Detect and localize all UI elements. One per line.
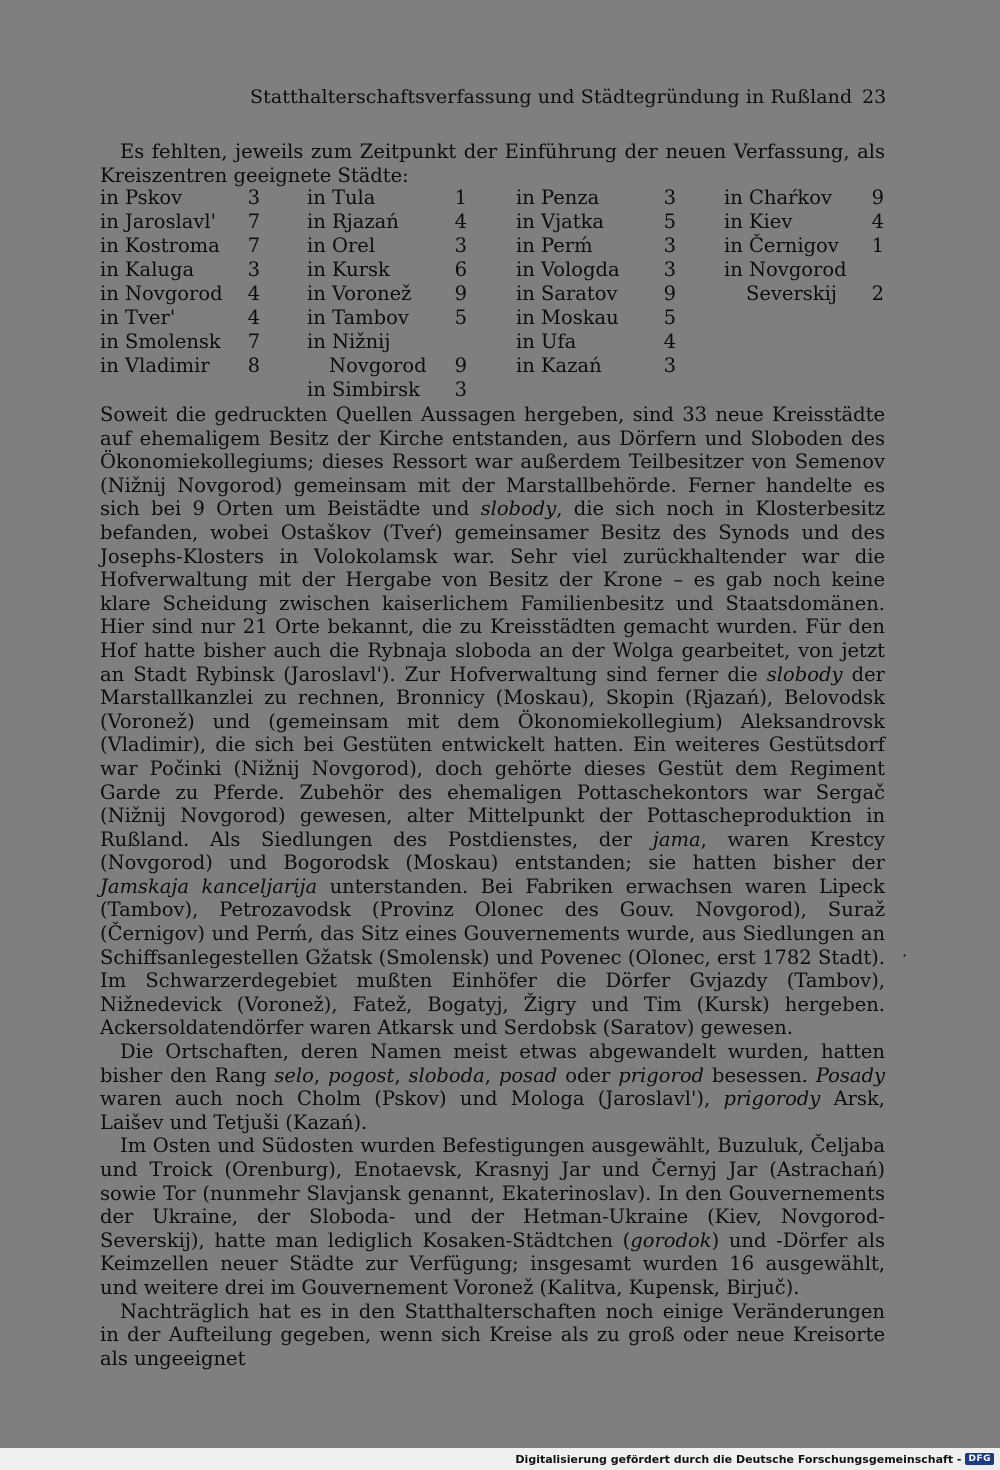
city-count: 8 bbox=[247, 354, 260, 377]
city-count: 9 bbox=[871, 186, 884, 209]
place-name: in Kostroma bbox=[100, 234, 220, 257]
paragraph-3: Im Osten und Südosten wurden Befestigungen ausgewählt, Buzuluk, Čeljaba und Troick (Orenburg), Enotaevsk, Krasnyj Jar und Černyj Jar (Astrachań) sowie Tor (nunmehr Slavjansk genannt, Ekaterinoslav). In den Gouvernements der Ukraine, der Sloboda- und der Hetman-Ukraine (Kiev, Novgorod-Severskij), hatte man lediglich Kosaken-Städtchen (gorodok) und -Dörfer als Keimzellen neuer Städte zur Verfügung; insgesamt wurden 16 ausgewählt, und weitere drei im Gouvernement Voronež (Kalitva, Kupensk, Birjuč). bbox=[100, 1134, 885, 1299]
place-name: in Perḿ bbox=[516, 234, 593, 257]
place-name: in Chaŕkov bbox=[724, 186, 832, 209]
city-count: 2 bbox=[871, 282, 884, 305]
table-column-3 bbox=[516, 186, 676, 378]
table-cell bbox=[516, 210, 676, 234]
table-cell bbox=[307, 210, 467, 234]
page-number: 23 bbox=[862, 86, 887, 108]
place-name: in Vjatka bbox=[516, 210, 605, 233]
paragraph-1: Soweit die gedruckten Quellen Aussagen hergeben, sind 33 neue Kreisstädte auf ehemaligem Besitz der Kirche entstanden, aus Dörfern und Sloboden des Ökonomiekollegiums; dieses Ressort war außerdem Teilbesitzer von Semenov (Nižnij Novgorod) gemeinsam mit der Marstallbehörde. Ferner handelte es sich bei 9 Orten um Beistädte und slobody, die sich noch in Klosterbesitz befanden, wobei Ostaškov (Tveŕ) gemeinsamer Besitz des Synods und des Josephs-Klosters in Volokolamsk war. Sehr viel zurückhaltender war die Hofverwaltung mit der Hergabe von Besitz der Krone – es gab noch keine klare Scheidung zwischen kaiserlichem Familienbesitz und Staatsdomänen. Hier sind nur 21 Orte bekannt, die zu Kreisstädten gemacht wurden. Für den Hof hatte bisher auch die Rybnaja sloboda an der Wolga gearbeitet, von jetzt an Stadt Rybinsk (Jaroslavl'). Zur Hofverwaltung sind ferner die slobody der Marstallkanzlei zu rechnen, Bronnicy (Moskau), Skopin (Rjazań), Belovodsk (Voronež) und (gemeinsam mit dem Ökonomiekollegium) Aleksandrovsk (Vladimir), die sich bei Gestüten entwickelt hatten. Ein weiteres Gestütsdorf war Počinki (Nižnij Novgorod), doch gehörte dieses Gestüt dem Regiment Garde zu Pferde. Zubehör des ehemaligen Pottaschekontors war Sergač (Nižnij Novgorod) gewesen, alter Mittelpunkt der Pottascheproduktion in Rußland. Als Siedlungen des Postdienstes, der jama, waren Krestcy (Novgorod) und Bogorodsk (Moskau) entstanden; sie hatten bisher der Jamskaja kanceljarija unterstanden. Bei Fabriken erwachsen waren Lipeck (Tambov), Petrozavodsk (Provinz Olonec des Gouv. Novgorod), Suraž (Černigov) und Perḿ, das Sitz eines Gouvernements wurde, aus Siedlungen an Schiffsanlegestellen Gžatsk (Smolensk) und Povenec (Olonec, erst 1782 Stadt). Im Schwarzerdegebiet mußten Einhöfer die Dörfer Gvjazdy (Tambov), Nižnedevick (Voronež), Fatež, Bogatyj, Žigry und Tim (Kursk) hergeben. Ackersoldatendörfer waren Atkarsk und Serdobsk (Saratov) gewesen. bbox=[100, 403, 886, 1040]
place-name: in Vologda bbox=[516, 258, 620, 281]
city-count-table bbox=[0, 186, 1000, 408]
city-count: 9 bbox=[454, 282, 467, 305]
city-count: 7 bbox=[247, 234, 260, 257]
place-name: in Kiev bbox=[724, 210, 793, 233]
place-name: in Kaluga bbox=[100, 258, 195, 281]
intro-paragraph: Es fehlten, jeweils zum Zeitpunkt der Einführung der neuen Verfassung, als Kreiszentren geeignete Städte: bbox=[100, 140, 885, 187]
table-cell bbox=[100, 282, 260, 306]
paragraph-4: Nachträglich hat es in den Statthalterschaften noch einige Veränderungen in der Aufteilung gegeben, wenn sich Kreise als zu groß oder neue Kreisorte als ungeeignet bbox=[100, 1299, 885, 1370]
table-cell bbox=[307, 282, 467, 306]
city-count: 5 bbox=[663, 210, 676, 233]
body-text bbox=[100, 403, 885, 1370]
place-name: in Tver' bbox=[100, 306, 176, 329]
city-count: 1 bbox=[454, 186, 467, 209]
city-count: 7 bbox=[247, 330, 260, 353]
table-cell bbox=[516, 234, 676, 258]
table-cell bbox=[100, 354, 260, 378]
place-name: in Kazań bbox=[516, 354, 602, 377]
city-count: 3 bbox=[454, 234, 467, 257]
city-count: 4 bbox=[663, 330, 676, 353]
table-cell bbox=[100, 186, 260, 210]
place-name: in Smolensk bbox=[100, 330, 221, 353]
table-cell bbox=[307, 378, 467, 402]
table-cell bbox=[100, 306, 260, 330]
place-name: in Černigov bbox=[724, 234, 839, 257]
dfg-logo: DFG bbox=[965, 1453, 994, 1465]
table-cell bbox=[724, 210, 884, 234]
table-column-1 bbox=[100, 186, 260, 378]
city-count: 1 bbox=[871, 234, 884, 257]
table-cell bbox=[516, 306, 676, 330]
place-name: in Pskov bbox=[100, 186, 183, 209]
city-count: 9 bbox=[454, 354, 467, 377]
city-count: 4 bbox=[247, 282, 260, 305]
place-name: in Kursk bbox=[307, 258, 390, 281]
city-count: 4 bbox=[871, 210, 884, 233]
table-cell bbox=[307, 330, 467, 354]
city-count: 7 bbox=[247, 210, 260, 233]
footer bbox=[515, 1448, 1000, 1470]
table-column-2 bbox=[307, 186, 467, 402]
place-name: in Jaroslavl' bbox=[100, 210, 216, 233]
city-count: 3 bbox=[663, 258, 676, 281]
table-cell bbox=[724, 258, 884, 282]
place-name: in Saratov bbox=[516, 282, 618, 305]
city-count: 6 bbox=[454, 258, 467, 281]
city-count: 4 bbox=[247, 306, 260, 329]
table-cell bbox=[724, 234, 884, 258]
footer-text: Digitalisierung gefördert durch die Deutsche Forschungsgemeinschaft - bbox=[515, 1452, 962, 1466]
place-name: in Ufa bbox=[516, 330, 577, 353]
place-name: in Tula bbox=[307, 186, 376, 209]
table-column-4 bbox=[724, 186, 884, 306]
city-count: 5 bbox=[663, 306, 676, 329]
city-count: 3 bbox=[663, 186, 676, 209]
table-cell bbox=[100, 210, 260, 234]
place-name: Novgorod bbox=[329, 354, 427, 377]
table-cell bbox=[724, 282, 884, 306]
table-cell bbox=[516, 186, 676, 210]
place-name: in Novgorod bbox=[100, 282, 223, 305]
table-cell bbox=[516, 282, 676, 306]
table-cell bbox=[516, 330, 676, 354]
place-name: in Voronež bbox=[307, 282, 412, 305]
city-count: 3 bbox=[663, 234, 676, 257]
place-name: in Rjazań bbox=[307, 210, 399, 233]
place-name: in Orel bbox=[307, 234, 376, 257]
place-name: in Moskau bbox=[516, 306, 619, 329]
table-cell bbox=[100, 258, 260, 282]
table-cell bbox=[516, 354, 676, 378]
city-count: 5 bbox=[454, 306, 467, 329]
table-cell bbox=[307, 354, 467, 378]
city-count: 3 bbox=[454, 378, 467, 401]
table-cell bbox=[307, 258, 467, 282]
city-count: 9 bbox=[663, 282, 676, 305]
paragraph-2: Die Ortschaften, deren Namen meist etwas abgewandelt wurden, hatten bisher den Rang selo, pogost, sloboda, posad oder prigorod besessen. Posady waren auch noch Cholm (Pskov) und Mologa (Jaroslavl'), prigorody Arsk, Laišev und Tetjuši (Kazań). bbox=[100, 1040, 886, 1134]
place-name: in Nižnij bbox=[307, 330, 391, 353]
table-cell bbox=[516, 258, 676, 282]
table-cell bbox=[307, 186, 467, 210]
table-cell bbox=[100, 234, 260, 258]
city-count: 3 bbox=[247, 258, 260, 281]
table-cell bbox=[100, 330, 260, 354]
place-name: in Simbirsk bbox=[307, 378, 420, 401]
city-count: 4 bbox=[454, 210, 467, 233]
place-name: in Novgorod bbox=[724, 258, 847, 281]
table-cell bbox=[724, 186, 884, 210]
running-title: Statthalterschaftsverfassung und Städtegründung in Rußland bbox=[250, 86, 853, 108]
table-cell bbox=[307, 234, 467, 258]
city-count: 3 bbox=[247, 186, 260, 209]
margin-mark: · bbox=[902, 946, 908, 965]
city-count: 3 bbox=[663, 354, 676, 377]
place-name: in Penza bbox=[516, 186, 600, 209]
place-name: in Vladimir bbox=[100, 354, 210, 377]
place-name: in Tambov bbox=[307, 306, 409, 329]
table-cell bbox=[307, 306, 467, 330]
place-name: Severskij bbox=[746, 282, 837, 305]
